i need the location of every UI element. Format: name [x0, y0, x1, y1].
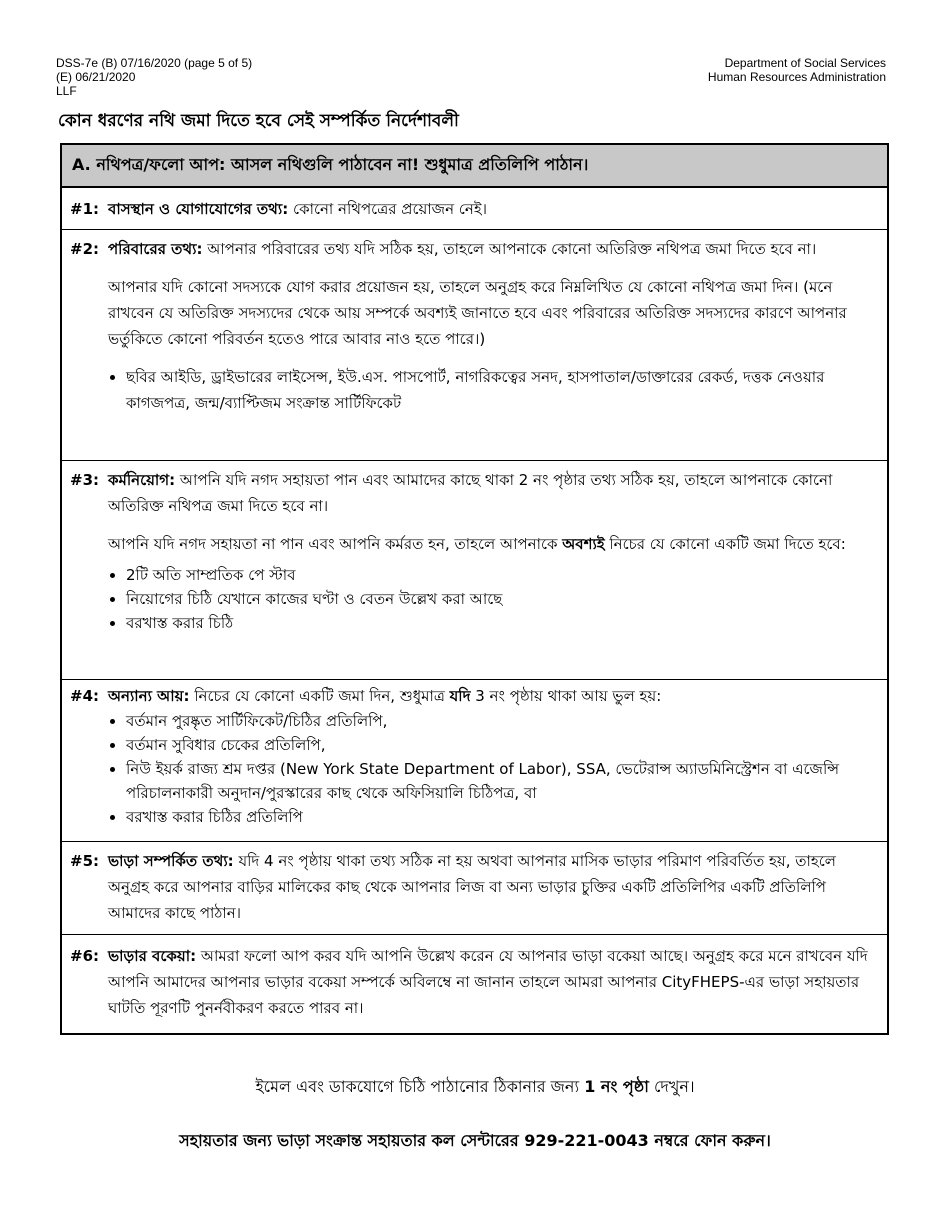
list-item: • 2টি অতি সাম্প্রতিক পে স্টাব	[126, 563, 879, 587]
item-text: নিচের যে কোনো একটি জমা দিন, শুধুমাত্র	[189, 687, 450, 705]
item-2	[62, 230, 887, 461]
item-paragraph	[108, 531, 879, 557]
form-header-right	[708, 56, 886, 84]
item-lead: কর্মনিয়োগ:	[108, 471, 176, 489]
item-lead: ভাড়ার বকেয়া:	[108, 947, 197, 965]
item-number: #4:	[70, 687, 100, 705]
item-number: #5:	[70, 852, 100, 870]
list-item: • ছবির আইডি, ড্রাইভারের লাইসেন্স, ইউ.এস. পাসপোর্ট, নাগরিকত্বের সনদ, হাসপাতাল/ডাক্তারের রেকর্ড, দত্তক নেওয়ার কাগজপত্র, জন্ম/ব্যাপ্টিজম সংক্রান্ত সার্টিফিকেট	[126, 364, 879, 416]
english-date: (E) 06/21/2020	[56, 70, 136, 84]
item-number: #6:	[70, 947, 100, 965]
item-1	[62, 188, 887, 230]
footer-emphasis: 1 নং পৃষ্ঠা	[584, 1077, 649, 1096]
footer-call-center: সহায়তার জন্য ভাড়া সংক্রান্ত সহায়তার কল সেন্টারের 929-221-0043 নম্বরে ফোন করুন।	[179, 1131, 771, 1150]
department-name: Department of Social Services	[724, 56, 886, 70]
instructions-box	[60, 143, 889, 1035]
item-text: আমরা ফলো আপ করব যদি আপনি উল্লেখ করেন যে আপনার ভাড়া বকেয়া আছে। অনুগ্রহ করে মনে রাখবেন যদি আপনি আমাদের আপনার ভাড়ার বকেয়া সম্পর্কে অবিলম্বে না জানান তাহলে আমরা আপনার CityFHEPS-এর ভাড়া সহায়তার ঘাটতি পূরণটি পুনর্নবীকরণ করতে পারব না।	[108, 947, 868, 1017]
emphasis-text: যদি	[449, 687, 471, 705]
language-code: LLF	[56, 84, 77, 98]
item-bullets	[108, 709, 879, 829]
item-text: আপনি যদি নগদ সহায়তা পান এবং আমাদের কাছে থাকা 2 নং পৃষ্ঠার তথ্য সঠিক হয়, তাহলে আপনাকে কোনো অতিরিক্ত নথিপত্র জমা দিতে হবে না।	[108, 471, 833, 515]
item-4	[62, 680, 887, 842]
item-5	[62, 842, 887, 935]
item-number: #1:	[70, 200, 100, 218]
page-title: কোন ধরণের নথি জমা দিতে হবে সেই সম্পর্কিত নির্দেশাবলী	[58, 111, 459, 131]
item-number: #3:	[70, 471, 100, 489]
item-text: যদি 4 নং পৃষ্ঠায় থাকা তথ্য সঠিক না হয় অথবা আপনার মাসিক ভাড়ার পরিমাণ পরিবর্তিত হয়, তাহলে অনুগ্রহ করে আপনার বাড়ির মালিকের কাছ থেকে আপনার লিজ বা অন্য ভাড়ার চুক্তির একটি প্রতিলিপির একটি প্রতিলিপি আমাদের কাছে পাঠান।	[108, 852, 836, 922]
item-bullets	[108, 364, 879, 416]
form-id: DSS-7e (B) 07/16/2020 (page 5 of 5)	[56, 56, 253, 70]
list-item: • বর্তমান সুবিধার চেকের প্রতিলিপি,	[126, 733, 879, 757]
paragraph-text: আপনি যদি নগদ সহায়তা না পান এবং আপনি কর্মরত হন, তাহলে আপনাকে	[108, 535, 563, 553]
item-lead: ভাড়া সম্পর্কিত তথ্য:	[108, 852, 234, 870]
administration-name: Human Resources Administration	[707, 70, 886, 84]
list-item: • নিয়োগের চিঠি যেখানে কাজের ঘণ্টা ও বেতন উল্লেখ করা আছে	[126, 587, 879, 611]
footer-text: দেখুন।	[648, 1077, 695, 1096]
form-header-left	[56, 56, 252, 98]
item-6	[62, 935, 887, 1033]
list-item: • বরখাস্ত করার চিঠির প্রতিলিপি	[126, 805, 879, 829]
item-3	[62, 461, 887, 680]
item-bullets	[108, 563, 879, 635]
item-text: 3 নং পৃষ্ঠায় থাকা আয় ভুল হয়:	[470, 687, 662, 705]
item-lead: বাসস্থান ও যোগাযোগের তথ্য:	[108, 200, 289, 218]
paragraph-text: নিচের যে কোনো একটি জমা দিতে হবে:	[604, 535, 846, 553]
item-paragraph: আপনার যদি কোনো সদস্যকে যোগ করার প্রয়োজন হয়, তাহলে অনুগ্রহ করে নিম্নলিখিত যে কোনো নথিপত্র জমা দিন। (মনে রাখবেন যে অতিরিক্ত সদস্যদের থেকে আয় সম্পর্কে অবশ্যই জানাতে হবে এবং পরিবারের অতিরিক্ত সদস্যদের কারণে আপনার ভর্তুকিতে কোনো পরিবর্তন হতেও পারে আবার নাও হতে পারে।)	[108, 278, 847, 348]
section-a-header: A. নথিপত্র/ফলো আপ: আসল নথিগুলি পাঠাবেন না! শুধুমাত্র প্রতিলিপি পাঠান।	[62, 145, 887, 188]
item-number: #2:	[70, 240, 100, 258]
item-lead: অন্যান্য আয়:	[108, 687, 190, 705]
item-text: কোনো নথিপত্রের প্রয়োজন নেই।	[288, 200, 488, 218]
item-text: আপনার পরিবারের তথ্য যদি সঠিক হয়, তাহলে আপনাকে কোনো অতিরিক্ত নথিপত্র জমা দিতে হবে না।	[202, 240, 817, 258]
list-item: • বরখাস্ত করার চিঠি	[126, 611, 879, 635]
item-lead: পরিবারের তথ্য:	[108, 240, 203, 258]
list-item: • বর্তমান পুরষ্কৃত সার্টিফিকেট/চিঠির প্রতিলিপি,	[126, 709, 879, 733]
footer-text: ইমেল এবং ডাকযোগে চিঠি পাঠানোর ঠিকানার জন্য	[255, 1077, 585, 1096]
footer-address-note	[0, 1074, 950, 1101]
emphasis-text: অবশ্যই	[562, 535, 605, 553]
list-item: • নিউ ইয়র্ক রাজ্য শ্রম দপ্তর (New York State Department of Labor), SSA, ভেটেরান্স অ্যাডমিনিস্ট্রেশন বা এজেন্সি পরিচালনাকারী অনুদান/পুরস্কারের কাছ থেকে অফিসিয়ালি চিঠিপত্র, বা	[126, 757, 879, 805]
